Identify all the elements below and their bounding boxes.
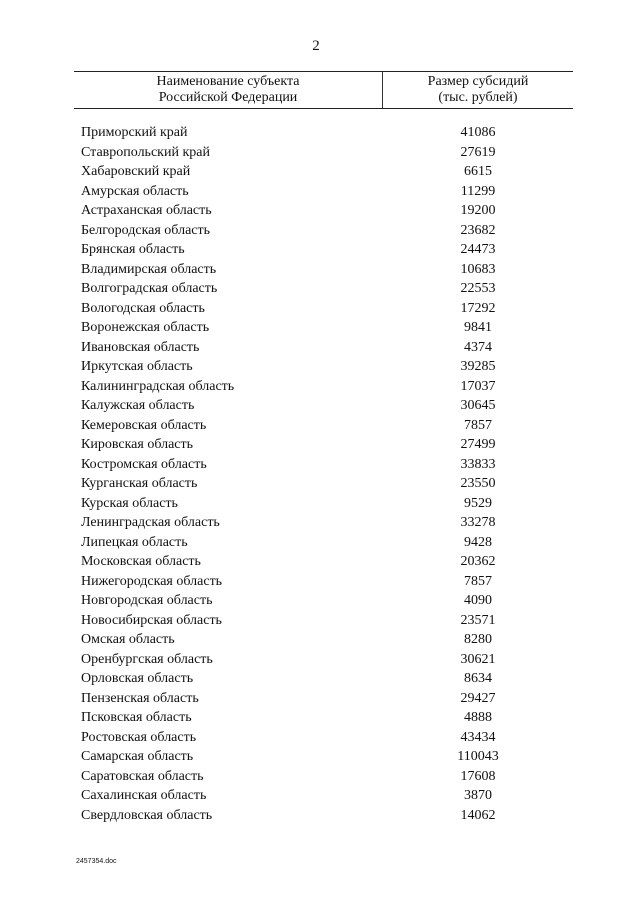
subsidy-amount: 14062 [460,807,496,823]
table-row [74,747,573,767]
document-file-name: 2457354.doc [76,858,117,865]
table-row [74,143,573,163]
subsidy-amount: 23682 [460,222,496,238]
table-row [74,494,573,514]
table-row [74,572,573,592]
table-row [74,357,573,377]
region-name: Иркутская область [81,359,193,374]
region-name: Кемеровская область [81,417,207,433]
table-row [74,279,573,299]
subsidy-amount: 30645 [460,398,496,413]
region-name: Белгородская область [81,222,211,238]
subsidy-amount: 27619 [460,144,496,160]
header-subsidy-amount-line2: (тыс. рублей) [438,90,518,105]
region-name: Нижегородская область [81,573,223,589]
region-name: Новосибирская область [81,612,222,628]
region-name: Пензенская область [81,690,199,706]
subsidy-amount: 29427 [460,690,496,706]
header-subsidy-amount [383,74,573,106]
table-row [74,786,573,806]
region-name: Вологодская область [81,300,205,316]
table-row [74,162,573,182]
subsidy-amount: 27499 [460,437,496,452]
table-row [74,396,573,416]
table-row [74,650,573,670]
region-name: Калужская область [81,398,195,413]
subsidy-amount: 17037 [460,378,496,394]
table-row [74,669,573,689]
table-row [74,630,573,650]
subsidy-amount: 17292 [460,300,496,316]
header-subsidy-amount-line1: Размер субсидий [427,74,529,89]
table-row [74,260,573,280]
table-row [74,240,573,260]
subsidy-amount: 41086 [460,125,496,140]
region-name: Приморский край [81,125,188,140]
subsidy-amount: 9841 [464,320,492,335]
region-name: Брянская область [81,242,185,257]
table-row [74,611,573,631]
table-row [74,455,573,475]
region-name: Воронежская область [81,320,210,335]
table-row [74,318,573,338]
subsidy-amount: 20362 [460,554,496,569]
region-name: Ростовская область [81,729,197,745]
region-name: Омская область [81,632,175,647]
table-row [74,728,573,748]
subsidy-amount: 24473 [460,242,496,257]
subsidy-amount: 33278 [460,515,496,530]
subsidy-amount: 9428 [464,534,492,550]
subsidy-amount: 33833 [460,456,496,472]
subsidy-amount: 110043 [457,749,499,764]
subsidy-amount: 6615 [464,164,492,179]
table-row [74,806,573,826]
region-name: Курская область [81,495,178,511]
table-row [74,221,573,241]
subsidy-table [74,71,573,823]
table-row [74,299,573,319]
subsidy-amount: 30621 [460,651,496,667]
subsidy-amount: 4888 [464,710,492,725]
region-name: Кировская область [81,437,194,452]
table-row [74,123,573,143]
subsidy-amount: 19200 [460,203,496,218]
subsidy-amount: 7857 [464,417,492,433]
region-name: Псковская область [81,710,192,725]
table-row [74,689,573,709]
table-row [74,435,573,455]
region-name: Новгородская область [81,593,213,608]
table-row [74,591,573,611]
header-region-name-line2: Российской Федерации [158,90,298,105]
table-row [74,513,573,533]
region-name: Орловская область [81,671,194,686]
region-name: Саратовская область [81,768,204,784]
region-name: Московская область [81,554,201,569]
header-region-name [74,74,382,106]
region-name: Ивановская область [81,339,200,355]
subsidy-amount: 8634 [464,671,492,686]
table-header [74,71,573,109]
region-name: Сахалинская область [81,788,207,803]
region-name: Ставропольский край [81,144,210,160]
subsidy-amount: 4090 [464,593,492,608]
region-name: Свердловская область [81,807,213,823]
subsidy-amount: 22553 [460,281,496,296]
region-name: Ленинградская область [81,515,220,530]
subsidy-amount: 7857 [464,573,492,589]
table-row [74,201,573,221]
region-name: Липецкая область [81,534,188,550]
table-row [74,708,573,728]
header-region-name-line1: Наименование субъекта [156,74,300,89]
subsidy-amount: 23571 [460,612,496,628]
subsidy-amount: 17608 [460,768,496,784]
subsidy-amount: 10683 [460,261,496,277]
region-name: Курганская область [81,476,198,491]
table-row [74,182,573,202]
region-name: Костромская область [81,456,207,472]
subsidy-amount: 3870 [464,788,492,803]
subsidy-amount: 4374 [464,339,492,355]
region-name: Владимирская область [81,261,217,277]
region-name: Волгоградская область [81,281,218,296]
region-name: Оренбургская область [81,651,213,667]
table-row [74,338,573,358]
region-name: Хабаровский край [81,164,191,179]
subsidy-amount: 43434 [460,729,496,745]
table-row [74,416,573,436]
table-row [74,474,573,494]
page-number: 2 [312,38,320,54]
region-name: Амурская область [81,183,189,199]
subsidy-amount: 11299 [460,183,496,199]
subsidy-amount: 9529 [464,495,492,511]
subsidy-amount: 8280 [464,632,492,647]
region-name: Самарская область [81,749,194,764]
table-row [74,377,573,397]
region-name: Астраханская область [81,203,212,218]
table-row [74,533,573,553]
subsidy-amount: 23550 [460,476,496,491]
table-body [74,123,573,825]
table-row [74,552,573,572]
table-row [74,767,573,787]
region-name: Калининградская область [81,378,235,394]
subsidy-amount: 39285 [460,359,496,374]
